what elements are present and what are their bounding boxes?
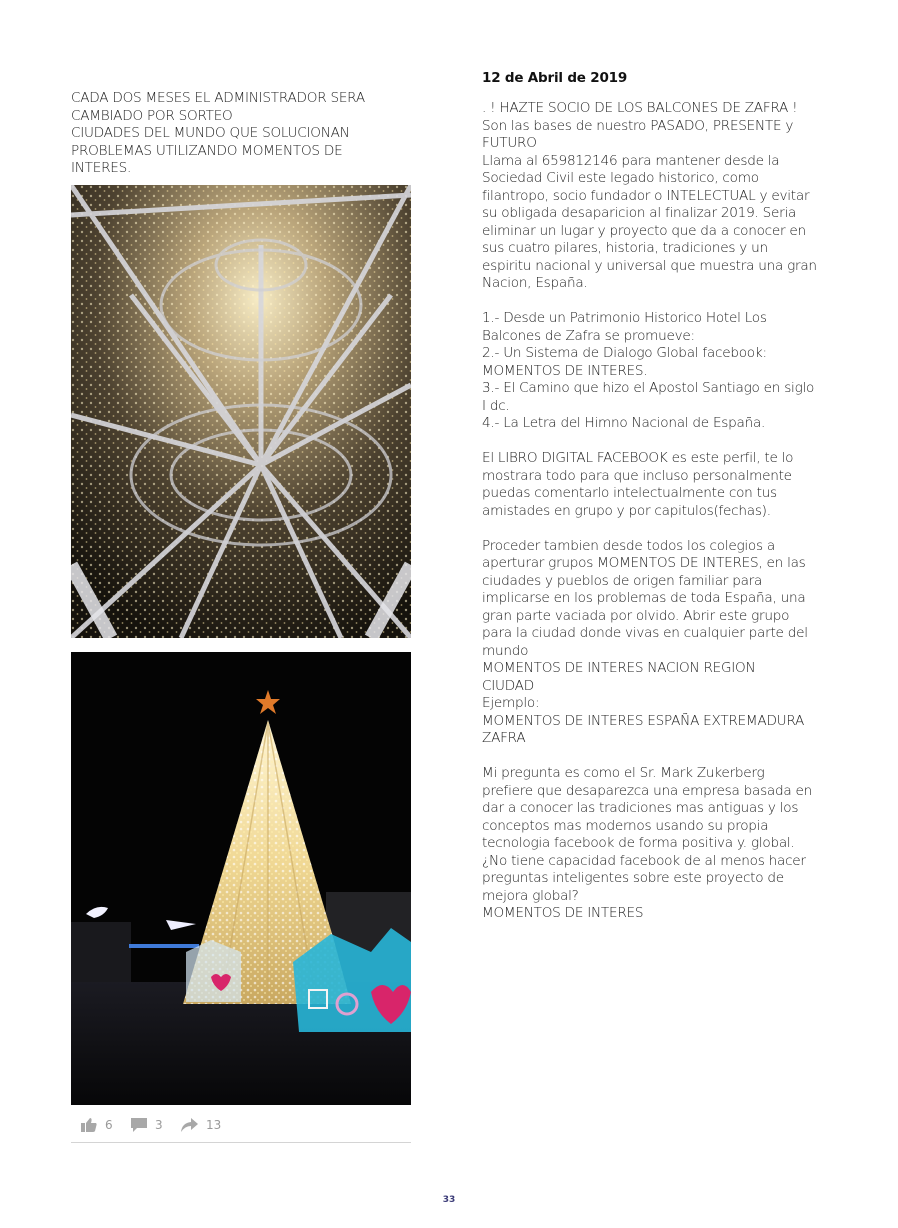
post-line: amistades en grupo y por capitulos(fechas). xyxy=(482,502,771,519)
likes-count: 6 xyxy=(105,1118,113,1132)
share-icon xyxy=(181,1118,198,1132)
intro-line: CAMBIADO POR SORTEO xyxy=(71,107,233,124)
post-line: para la ciudad donde vivas en cualquier parte del xyxy=(482,625,808,641)
post-line: gran parte vaciada por olvido. Abrir este grupo xyxy=(482,607,790,624)
reactions-bar xyxy=(71,1116,411,1143)
page-number: 33 xyxy=(442,1195,456,1205)
post-line: MOMENTOS DE INTERES ESPAÑA EXTREMADURA xyxy=(482,712,805,729)
likes-stat[interactable] xyxy=(81,1118,113,1132)
intro-line: INTERES. xyxy=(71,160,132,176)
thumbs-up-icon xyxy=(81,1118,97,1132)
post-line: mundo xyxy=(482,642,529,659)
post-line: ¿No tiene capacidad facebook de al menos hacer xyxy=(482,852,806,869)
post-line xyxy=(482,520,832,538)
post-line: ZAFRA xyxy=(482,730,526,746)
post-line: puedas comentarlo intelectualmente con tus xyxy=(482,485,777,501)
post-date: 12 de Abril de 2019 xyxy=(482,70,628,86)
intro-line: PROBLEMAS UTILIZANDO MOMENTOS DE xyxy=(71,142,343,159)
post-line: 4.- La Letra del Himno Nacional de España. xyxy=(482,415,766,431)
post-line: mostrara todo para que incluso personalmente xyxy=(482,467,792,484)
comment-icon xyxy=(131,1118,147,1132)
post-body xyxy=(482,100,832,923)
post-line: Proceder tambien desde todos los colegios a xyxy=(482,537,775,554)
post-line: tecnologia facebook de forma positiva y. global. xyxy=(482,835,795,851)
post-line: Son las bases de nuestro PASADO, PRESENTE y xyxy=(482,117,794,134)
post-line: Nacion, España. xyxy=(482,275,588,291)
post-line xyxy=(482,748,832,766)
post-line: Balcones de Zafra se promueve: xyxy=(482,327,695,344)
post-line: Sociedad Civil este legado historico, como xyxy=(482,170,759,186)
post-line: MOMENTOS DE INTERES NACION REGION xyxy=(482,660,756,676)
post-line: conceptos mas modernos usando su propia xyxy=(482,817,769,834)
post-line: Mi pregunta es como el Sr. Mark Zukerberg xyxy=(482,765,765,781)
post-line: El LIBRO DIGITAL FACEBOOK es este perfil, te lo xyxy=(482,450,794,466)
post-line: implicarse en los problemas de toda España, una xyxy=(482,590,806,606)
post-line: eliminar un lugar y proyecto que da a conocer en xyxy=(482,222,806,239)
post-line: mejora global? xyxy=(482,887,579,904)
post-line: I dc. xyxy=(482,397,510,414)
post-line: dar a conocer las tradiciones mas antiguas y los xyxy=(482,800,799,816)
intro-line: CADA DOS MESES EL ADMINISTRADOR SERA xyxy=(71,90,365,106)
comments-count: 3 xyxy=(155,1118,163,1132)
shares-count: 13 xyxy=(206,1118,222,1132)
intro-line: CIUDADES DEL MUNDO QUE SOLUCIONAN xyxy=(71,125,350,141)
shares-stat[interactable] xyxy=(181,1118,221,1132)
post-line: espiritu nacional y universal que muestra una gran xyxy=(482,257,817,274)
comments-stat[interactable] xyxy=(131,1118,163,1132)
post-line: Ejemplo: xyxy=(482,695,540,711)
post-line: filantropo, socio fundador o INTELECTUAL y evitar xyxy=(482,187,810,204)
post-content xyxy=(482,70,832,923)
post-line: 1.- Desde un Patrimonio Historico Hotel Los xyxy=(482,310,767,326)
post-line: 2.- Un Sistema de Dialogo Global facebook: xyxy=(482,345,767,361)
post-line: preguntas inteligentes sobre este proyecto de xyxy=(482,870,784,886)
post-line xyxy=(482,433,832,451)
post-line: FUTURO xyxy=(482,135,537,151)
post-line: CIUDAD xyxy=(482,677,534,694)
post-line: 3.- El Camino que hizo el Apostol Santiago en siglo xyxy=(482,380,815,396)
post-line: aperturar grupos MOMENTOS DE INTERES, en las xyxy=(482,555,806,571)
christmas-tree-photo xyxy=(71,652,411,1105)
left-intro-text xyxy=(71,90,411,178)
post-line: Llama al 659812146 para mantener desde la xyxy=(482,152,780,169)
post-line: prefiere que desaparezca una empresa basada en xyxy=(482,782,813,799)
post-line: sus cuatro pilares, historia, tradiciones y un xyxy=(482,240,768,256)
post-line: MOMENTOS DE INTERES xyxy=(482,905,644,921)
post-line xyxy=(482,293,832,311)
post-line: . ! HAZTE SOCIO DE LOS BALCONES DE ZAFRA ! xyxy=(482,100,798,116)
dome-lights-photo xyxy=(71,185,411,638)
post-line: MOMENTOS DE INTERES. xyxy=(482,362,648,379)
post-line: ciudades y pueblos de origen familiar para xyxy=(482,572,763,589)
post-line: su obligada desaparicion al finalizar 2019. Seria xyxy=(482,205,797,221)
